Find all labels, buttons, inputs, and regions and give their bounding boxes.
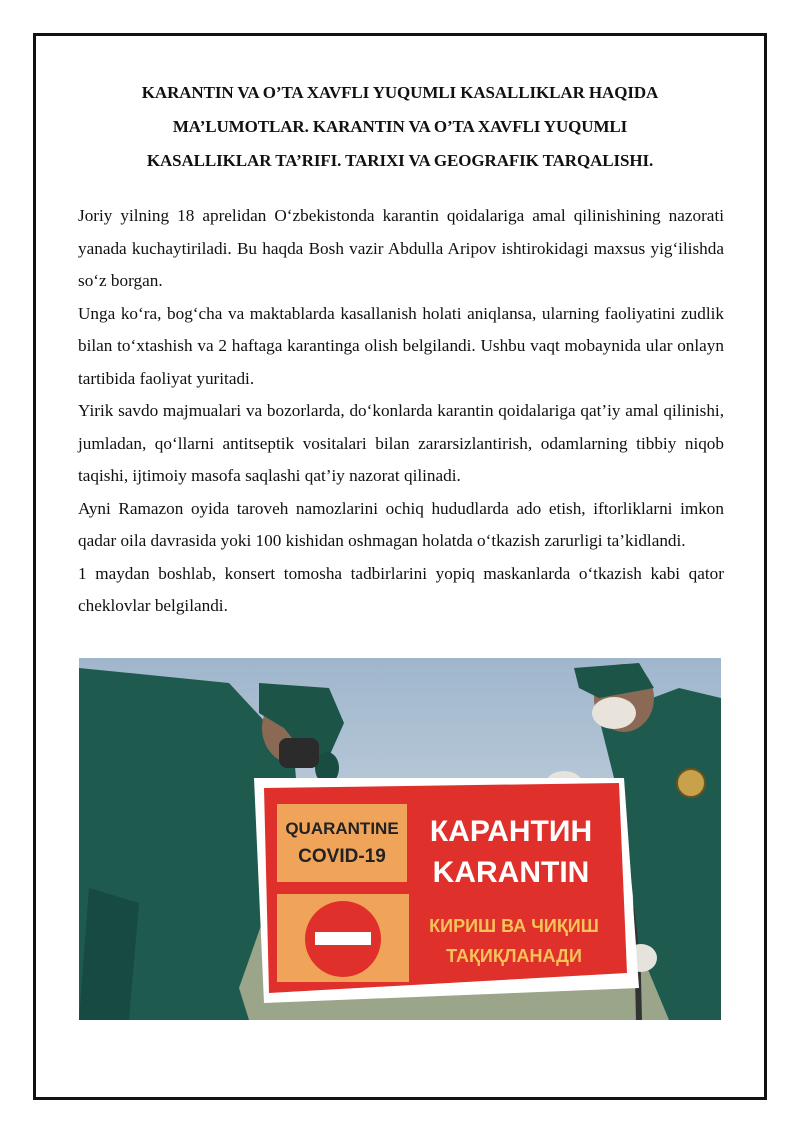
title-line-2: MA’LUMOTLAR. KARANTIN VA O’TA XAVFLI YUQUMLI <box>172 117 628 136</box>
paragraph-4: Ayni Ramazon oyida taroveh namozlarini ochiq hududlarda ado etish, iftorliklarni imkon qadar oila davrasida yoki 100 kishidan oshmagan holatda o‘tkazish zarurligi ta’kidlandi. <box>78 498 724 550</box>
paragraph-1: Joriy yilning 18 aprelidan O‘zbekistonda karantin qoidalariga amal qilinishining nazorati yanada kuchaytiriladi. Bu haqda Bosh vazir Abdulla Aripov ishtirokidagi maxsus yig‘ilishda so‘z borgan. <box>78 206 724 290</box>
paragraph-2: Unga ko‘ra, bog‘cha va maktablarda kasallanish holati aniqlansa, ularning faoliyatini zudlik bilan to‘xtashish va 2 haftaga karantinga olish belgilandi. Ushbu vaqt mobaynida ular onlayn tartibida faoliyat yuritadi. <box>78 303 724 388</box>
paragraph-5: 1 maydan boshlab, konsert tomosha tadbirlarini yopiq maskanlarda o‘tkazish kabi qator cheklovlar belgilandi. <box>78 563 724 615</box>
sign-label-covid: COVID-19 <box>298 846 386 867</box>
sign-label-karantin-cyrillic: КАРАНТИН <box>429 815 593 848</box>
no-entry-bar <box>315 932 371 945</box>
document-title <box>60 76 740 178</box>
title-line-1: KARANTIN VA O’TA XAVFLI YUQUMLI KASALLIKLAR HAQIDA <box>141 83 659 102</box>
quarantine-photo-illustration <box>79 658 721 1020</box>
sign-label-prohibited: ТАҚИҚЛАНАДИ <box>446 946 582 966</box>
document-body <box>78 200 724 623</box>
sign-panel-top <box>277 804 407 882</box>
title-line-3: KASALLIKLAR TA’RIFI. TARIXI VA GEOGRAFIK TARQALISHI. <box>146 151 654 170</box>
paragraph-3: Yirik savdo majmualari va bozorlarda, do‘konlarda karantin qoidalariga qat’iy amal qilinishi, jumladan, qo‘llarni antitseptik vositalari bilan zararsizlantirish, odamlarning tibbiy niqob taqishi, ijtimoiy masofa saqlashi qat’iy nazorat qilinadi. <box>78 401 724 485</box>
sign-label-karantin-latin: KARANTIN <box>432 856 590 889</box>
sign-label-quarantine: QUARANTINE <box>285 819 399 838</box>
quarantine-photo <box>79 658 721 1020</box>
sign-label-entry-exit: КИРИШ ВА ЧИҚИШ <box>429 916 599 936</box>
